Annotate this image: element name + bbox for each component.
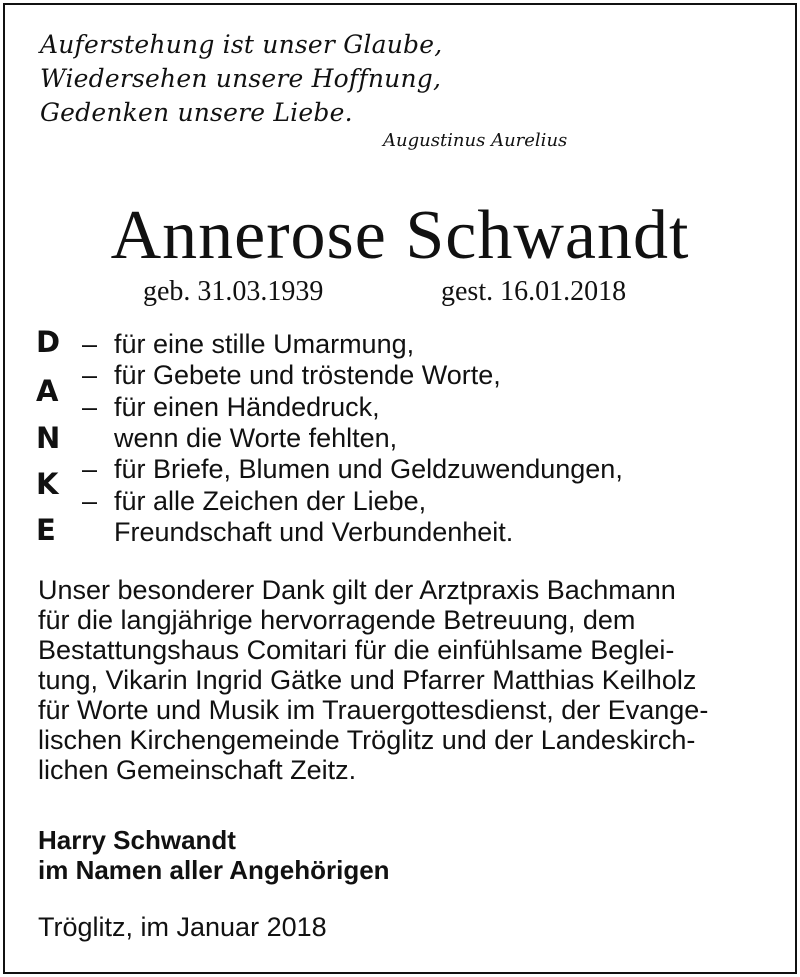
dash: – — [82, 392, 98, 422]
danke-item — [82, 422, 397, 454]
deceased-name: Annerose Schwandt — [110, 197, 690, 274]
danke-item-text: für Gebete und tröstende Worte, — [114, 360, 501, 390]
death-date: gest. 16.01.2018 — [441, 276, 627, 307]
danke-letter: E — [36, 513, 56, 547]
danke-item-text: Freundschaft und Verbundenheit. — [114, 517, 514, 547]
danke-item-text: für alle Zeichen der Liebe, — [114, 486, 427, 516]
danke-item-text: wenn die Worte fehlten, — [114, 423, 398, 453]
quote-author: Augustinus Aurelius — [383, 130, 568, 151]
dash: – — [82, 454, 98, 484]
dash: – — [82, 329, 98, 359]
paragraph-line: lischen Kirchengemeinde Tröglitz und der Landeskirch- — [38, 725, 696, 755]
dash: – — [82, 360, 98, 390]
danke-item-text: für einen Händedruck, — [114, 392, 380, 422]
paragraph-line: für Worte und Musik im Trauergottesdienst, der Evange- — [38, 695, 709, 725]
danke-item — [82, 328, 414, 360]
paragraph-line: tung, Vikarin Ingrid Gätke und Pfarrer Matthias Keilholz — [38, 665, 697, 695]
quote-line: Gedenken unsere Liebe. — [40, 98, 353, 127]
danke-item — [82, 516, 513, 548]
danke-item — [82, 391, 380, 423]
danke-item — [82, 485, 426, 517]
danke-letter: A — [36, 374, 59, 408]
paragraph-line: lichen Gemeinschaft Zeitz. — [38, 755, 357, 785]
danke-item — [82, 453, 623, 485]
quote-line: Wiedersehen unsere Hoffnung, — [40, 64, 442, 93]
paragraph-line: Unser besonderer Dank gilt der Arztpraxis Bachmann — [38, 575, 676, 605]
quote-line: Auferstehung ist unser Glaube, — [40, 30, 443, 59]
dash: – — [82, 486, 98, 516]
place-date: Tröglitz, im Januar 2018 — [38, 912, 327, 942]
thanks-paragraph — [38, 575, 778, 785]
signature-name: Harry Schwandt — [38, 825, 236, 855]
paragraph-line: für die langjährige hervorragende Betreuung, dem — [38, 605, 636, 635]
danke-item-text: für Briefe, Blumen und Geldzuwendungen, — [114, 454, 623, 484]
danke-letter: D — [36, 325, 61, 359]
danke-letter: K — [36, 467, 59, 501]
danke-item — [82, 359, 501, 391]
birth-date: geb. 31.03.1939 — [143, 276, 324, 307]
danke-item-text: für eine stille Umarmung, — [114, 329, 415, 359]
signature-line: im Namen aller Angehörigen — [38, 855, 390, 885]
danke-letter: N — [36, 421, 61, 455]
paragraph-line: Bestattungshaus Comitari für die einfühlsame Beglei- — [38, 635, 675, 665]
signature-block — [38, 825, 390, 885]
quote-block — [40, 28, 442, 130]
